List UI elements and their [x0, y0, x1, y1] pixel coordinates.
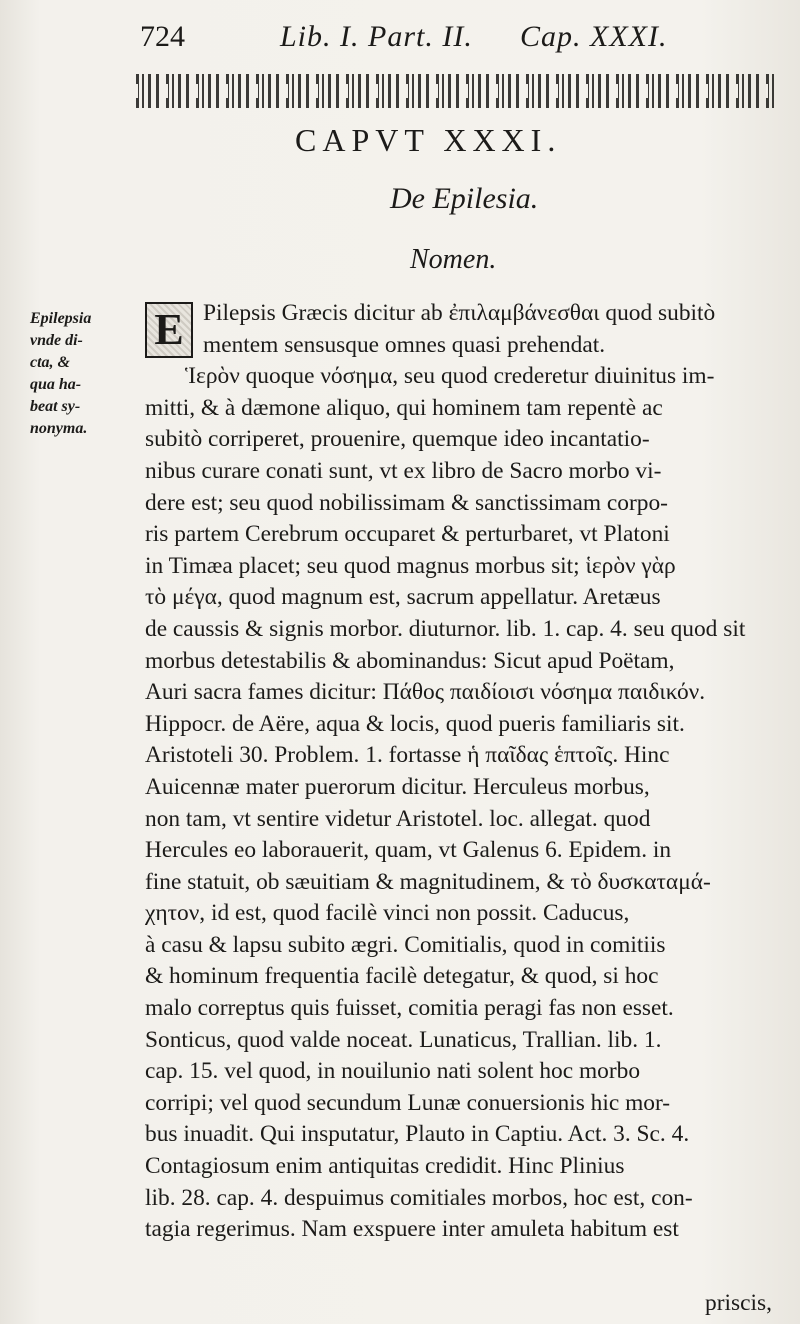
decorated-initial: E: [145, 302, 193, 358]
margin-note-line: nonyma.: [30, 420, 88, 437]
text-line: non tam, vt sentire videtur Aristotel. loc. allegat. quod: [145, 805, 651, 832]
margin-note-line: cta, &: [30, 354, 70, 371]
running-head-book: Lib. I. Part. II.: [280, 20, 473, 53]
chapter-title: CAPVT XXXI.: [295, 122, 562, 158]
margin-note: [30, 308, 140, 440]
text-line: subitò corriperet, prouenire, quemque ideo incantatio-: [145, 426, 650, 453]
text-line: Hippocr. de Aëre, aqua & locis, quod pueris familiaris sit.: [145, 710, 685, 737]
margin-note-line: vnde di-: [30, 332, 83, 349]
text-line: bus inuadit. Qui insputatur, Plauto in Captiu. Act. 3. Sc. 4.: [145, 1121, 690, 1148]
text-line: Hercules eo laborauerit, quam, vt Galenus 6. Epidem. in: [145, 837, 672, 864]
body-text: [145, 298, 775, 1246]
text-line: ris partem Cerebrum occuparet & perturbaret, vt Platoni: [145, 521, 670, 548]
text-line: lib. 28. cap. 4. despuimus comitiales morbos, hoc est, con-: [145, 1184, 693, 1211]
text-line: malo correptus quis fuisset, comitia peragi fas non esset.: [145, 995, 674, 1022]
text-line: Ἱερὸν quoque νόσημα, seu quod crederetur diuinitus im-: [185, 363, 715, 390]
margin-note-line: beat sy-: [30, 398, 81, 415]
running-head-chapter: Cap. XXXI.: [520, 20, 668, 53]
text-line: fine statuit, ob sæuitiam & magnitudinem, & τὸ δυσκαταμά-: [145, 868, 711, 895]
text-line: mitti, & à dæmone aliquo, qui hominem tam repentè ac: [145, 394, 663, 421]
text-line: Pilepsis Græcis dicitur ab ἐπιλαμβάνεσθαι quod subitò: [203, 300, 716, 326]
running-head: [140, 20, 700, 60]
text-line: τὸ μέγα, quod magnum est, sacrum appellatur. Aretæus: [145, 584, 661, 611]
text-line: Sonticus, quod valde noceat. Lunaticus, Trallian. lib. 1.: [145, 1026, 662, 1053]
text-line: corripi; vel quod secundum Lunæ conuersionis hic mor-: [145, 1089, 671, 1116]
text-line: nibus curare conati sunt, vt ex libro de Sacro morbo vi-: [145, 457, 662, 484]
chapter-subtitle: De Epilesia.: [390, 182, 539, 215]
text-line: & hominum frequentia facilè detegatur, & quod, si hoc: [145, 963, 659, 990]
catchword: priscis,: [705, 1290, 772, 1316]
margin-note-line: Epilepsia: [30, 310, 92, 327]
text-line: in Timæa placet; seu quod magnus morbus sit; ἱερὸν γὰρ: [145, 552, 676, 579]
margin-note-line: qua ha-: [30, 376, 82, 393]
text-line: morbus detestabilis & abominandus: Sicut apud Poëtam,: [145, 647, 675, 674]
ornamental-band: [136, 74, 776, 108]
text-line: à casu & lapsu subito ægri. Comitialis, quod in comitiis: [145, 931, 666, 958]
text-line: tagia regerimus. Nam exspuere inter amuleta habitum est: [145, 1216, 679, 1243]
text-line: Auicennæ mater puerorum dicitur. Herculeus morbus,: [145, 773, 650, 800]
section-heading: Nomen.: [410, 244, 497, 275]
text-line: dere est; seu quod nobilissimam & sanctissimam corpo-: [145, 489, 668, 516]
text-line: Aristoteli 30. Problem. 1. fortasse ἡ παῖδας ἑπτοῖς. Hinc: [145, 742, 670, 769]
text-line: de caussis & signis morbor. diuturnor. lib. 1. cap. 4. seu quod sit: [145, 615, 746, 642]
text-line: Contagiosum enim antiquitas credidit. Hinc Plinius: [145, 1153, 625, 1180]
page-number: 724: [140, 20, 185, 53]
text-line: cap. 15. vel quod, in nouilunio nati solent hoc morbo: [145, 1058, 641, 1085]
text-line: Auri sacra fames dicitur: Πάθος παιδίοισι νόσημα παιδικόν.: [145, 679, 706, 706]
text-line: χητον, id est, quod facilè vinci non possit. Caducus,: [145, 900, 630, 927]
text-line: mentem sensusque omnes quasi prehendat.: [203, 331, 606, 358]
